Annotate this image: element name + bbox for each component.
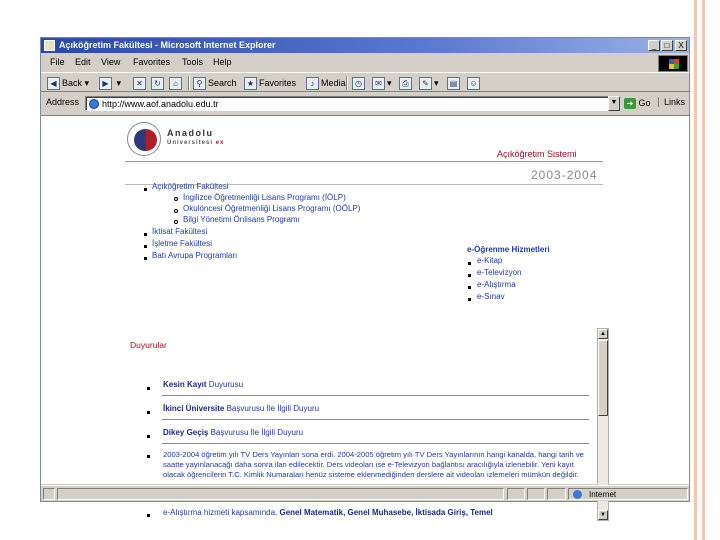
forward-arrow-icon: ▶ <box>99 77 112 90</box>
status-bar <box>41 485 689 501</box>
announcement-link[interactable]: Dikey Geçiş Başvurusu İle İlgili Duyuru <box>163 428 304 437</box>
bullet-icon <box>147 387 150 390</box>
address-dropdown-button[interactable]: ▼ <box>608 96 620 111</box>
bullet-icon <box>468 298 471 301</box>
home-icon: ⌂ <box>169 77 182 90</box>
slide-border <box>690 0 720 540</box>
announcement-paragraph: 2003-2004 öğretim yılı TV Ders Yayınları sona erdi. 2004-2005 öğretim yılı TV Ders Yayınlarının hangi kanalda, hangi tarih ve saatte yayınlanacağı daha sonra ilan edilecektir. Ders videoları ise e-Televizyon bağlantısı aracılığıyla izlenebilir. Yeni kayıt olacak öğrencilerin T.C. Kimlik Numaraları henüz sisteme eklenmediğinden derslere ait videoları izlemeleri mümkün değildir. <box>163 450 584 479</box>
announcement-link[interactable]: İkinci Üniversite Başvurusu İle İlgili Duyuru <box>163 404 320 413</box>
bullet-icon <box>468 274 471 277</box>
minimize-button[interactable]: _ <box>648 40 660 51</box>
print-icon: ⎙ <box>399 77 412 90</box>
discuss-icon: ▤ <box>447 77 460 90</box>
faculty-link-iktisat[interactable]: İktisat Fakültesi <box>152 227 208 236</box>
circle-bullet-icon <box>174 220 178 224</box>
home-button[interactable] <box>169 75 184 91</box>
ie-app-icon <box>44 40 55 51</box>
bullet-icon <box>147 514 150 517</box>
refresh-button[interactable] <box>151 75 166 91</box>
faculty-link-bati-avrupa[interactable]: Batı Avrupa Programları <box>152 251 238 260</box>
mail-button[interactable]: ✉ ▾ <box>372 75 392 91</box>
toolbar <box>41 72 689 92</box>
ie-page-icon <box>89 99 99 109</box>
star-icon: ★ <box>244 77 257 90</box>
program-link-oolp[interactable]: Okulöncesi Öğretmenliği Lisans Programı (OÖLP) <box>183 204 361 213</box>
go-label: Go <box>638 98 651 108</box>
search-button[interactable] <box>193 75 237 91</box>
scroll-thumb[interactable] <box>598 340 608 416</box>
close-button[interactable]: X <box>675 40 687 51</box>
ie-window <box>40 37 690 518</box>
address-input[interactable] <box>102 98 602 110</box>
menu-tools[interactable]: Tools <box>182 57 204 67</box>
service-link-etelevizyon[interactable]: e-Televizyon <box>477 268 522 277</box>
logo-sub: Üniversitesi ex <box>167 140 225 146</box>
service-link-ealistirma[interactable]: e-Alıştırma <box>477 280 516 289</box>
favorites-label: Favorites <box>259 78 297 88</box>
mail-icon: ✉ <box>372 77 385 90</box>
edit-icon: ✎ <box>419 77 432 90</box>
menu-edit[interactable]: Edit <box>75 57 91 67</box>
page-status-icon <box>43 488 55 500</box>
back-label: Back <box>62 78 83 88</box>
announcement-divider <box>162 419 589 420</box>
system-title: Açıköğretim Sistemi <box>497 149 577 159</box>
address-bar <box>41 94 689 113</box>
bullet-icon <box>147 455 150 458</box>
program-link-iolp[interactable]: İngilizce Öğretmenliği Lisans Programı (İÖLP) <box>183 193 346 202</box>
security-zone <box>568 488 688 500</box>
print-button[interactable] <box>399 75 414 91</box>
zone-label: Internet <box>589 490 617 499</box>
media-label: Media <box>321 78 346 88</box>
service-link-esinav[interactable]: e-Sınav <box>477 292 505 301</box>
messenger-icon: ☺ <box>467 77 480 90</box>
circle-bullet-icon <box>174 197 178 201</box>
address-field <box>85 96 620 111</box>
slide-stripe <box>702 0 705 540</box>
menu-view[interactable]: View <box>101 57 121 67</box>
bullet-icon <box>468 286 471 289</box>
academic-year: 2003-2004 <box>531 168 598 182</box>
stop-button[interactable] <box>133 75 148 91</box>
announcements-title: Duyurular <box>130 340 167 350</box>
services-title: e-Öğrenme Hizmetleri <box>467 245 550 254</box>
toolbar-separator <box>188 76 190 90</box>
refresh-icon: ↻ <box>151 77 164 90</box>
header-divider <box>125 161 603 162</box>
status-cell <box>507 488 525 500</box>
menu-help[interactable]: Help <box>213 57 232 67</box>
go-arrow-icon: ➜ <box>624 98 636 109</box>
toolbar-separator <box>346 76 348 90</box>
menu-file[interactable]: File <box>50 57 65 67</box>
search-label: Search <box>208 78 237 88</box>
announcement-link[interactable]: e-Alıştırma hizmeti kapsamında, Genel Matematik, Genel Muhasebe, İktisada Giriş, Temel <box>163 508 493 517</box>
faculty-link-isletme[interactable]: İşletme Fakültesi <box>152 239 213 248</box>
discuss-button[interactable] <box>447 75 462 91</box>
bullet-icon <box>144 245 147 248</box>
logo-mark-icon <box>127 122 161 156</box>
maximize-button[interactable]: □ <box>661 40 673 51</box>
windows-logo-box <box>658 55 688 72</box>
history-icon: ◷ <box>352 77 365 90</box>
scroll-up-button[interactable]: ▲ <box>598 329 608 339</box>
address-label: Address <box>46 97 80 107</box>
back-button[interactable]: ◀ Back ▾ <box>47 75 89 91</box>
favorites-button[interactable] <box>244 75 296 91</box>
title-bar <box>41 38 689 53</box>
bullet-icon <box>147 411 150 414</box>
forward-button[interactable]: ▶ ▾ <box>99 75 121 91</box>
go-button[interactable] <box>624 96 651 111</box>
menu-bar <box>41 54 689 70</box>
messenger-button[interactable] <box>467 75 482 91</box>
bullet-icon <box>147 435 150 438</box>
media-icon: ♪ <box>306 77 319 90</box>
edit-button[interactable]: ✎ ▾ <box>419 75 439 91</box>
bullet-icon <box>144 188 147 191</box>
media-button[interactable] <box>306 75 346 91</box>
service-link-ekitap[interactable]: e-Kitap <box>477 256 503 265</box>
history-button[interactable] <box>352 75 367 91</box>
logo-name: Anadolu <box>167 128 214 138</box>
stop-icon: ✕ <box>133 77 146 90</box>
status-cell <box>547 488 566 500</box>
back-arrow-icon: ◀ <box>47 77 60 90</box>
circle-bullet-icon <box>174 209 178 213</box>
search-icon: ⚲ <box>193 77 206 90</box>
announcement-link[interactable]: Kesin Kayıt Duyurusu <box>163 380 244 389</box>
scroll-down-button[interactable]: ▼ <box>598 510 608 520</box>
status-cell <box>527 488 545 500</box>
menu-favorites[interactable]: Favorites <box>133 57 171 67</box>
program-link-bilgi[interactable]: Bilgi Yönetimi Önlisans Programı <box>183 215 300 224</box>
window-title: Açıköğretim Fakültesi - Microsoft Internet Explorer <box>59 40 276 50</box>
globe-icon <box>573 490 582 499</box>
announcement-divider <box>162 395 589 396</box>
windows-flag-icon <box>669 59 679 69</box>
bullet-icon <box>144 257 147 260</box>
bullet-icon <box>468 262 471 265</box>
slide-stripe <box>694 0 697 540</box>
announcement-divider <box>162 443 589 444</box>
bullet-icon <box>144 233 147 236</box>
faculty-link-aof[interactable]: Açıköğretim Fakültesi <box>152 182 229 191</box>
status-message <box>57 488 504 500</box>
links-button[interactable]: Links <box>658 97 685 107</box>
